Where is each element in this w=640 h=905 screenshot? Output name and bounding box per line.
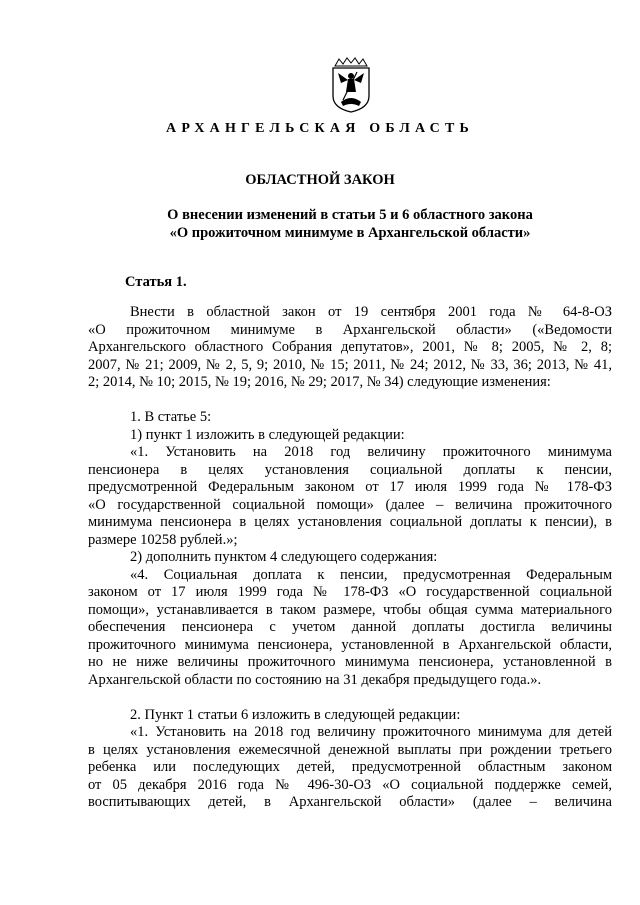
article-heading: Статья 1.: [125, 274, 187, 290]
paragraph-line: «О прожиточном минимуме в Архангельской области» («Ведомости: [88, 321, 612, 338]
quote-line: помощи», устанавливается в таком размере, чтобы общая сумма материального: [88, 601, 612, 618]
item-heading: 2) дополнить пунктом 4 следующего содержания:: [130, 549, 438, 565]
quote-line: прожиточного минимума пенсионера, установленной в Архангельской области,: [88, 636, 612, 653]
region-name: АРХАНГЕЛЬСКАЯ ОБЛАСТЬ: [166, 121, 474, 136]
document-title: [60, 207, 640, 242]
paragraph-line: Архангельского областного Собрания депутатов», 2001, № 8; 2005, № 2, 8;: [88, 339, 612, 355]
arkhangelsk-coat-of-arms-icon: [327, 56, 375, 114]
quote-line: но не ниже величины прожиточного минимума пенсионера, установленной в: [88, 654, 612, 670]
quote-line: «1. Установить на 2018 год величину прожиточного минимума: [130, 444, 612, 460]
quote-line: воспитывающих детей, в Архангельской области» (далее – величина: [88, 794, 612, 810]
quote-line: обеспечения пенсионера с учетом данной доплаты достигла величины: [88, 619, 612, 635]
quote-line: предусмотренной Федеральным законом от 17 июля 1999 года № 178-ФЗ: [88, 479, 612, 495]
item-heading: 1) пункт 1 изложить в следующей редакции:: [130, 426, 405, 443]
quote-line: «4. Социальная доплата к пенсии, предусмотренная Федеральным: [130, 566, 612, 583]
item-heading: 2. Пункт 1 статьи 6 изложить в следующей редакции:: [130, 706, 461, 723]
paragraph-line: 2; 2014, № 10; 2015, № 19; 2016, № 29; 2017, № 34) следующие изменения:: [88, 374, 551, 390]
quote-line: законом от 17 июля 1999 года № 178-ФЗ «О государственной социальной: [88, 584, 612, 600]
document-title-line: О внесении изменений в статьи 5 и 6 областного закона: [167, 207, 533, 223]
quote-line: «1. Установить на 2018 год величину прожиточного минимума для детей: [130, 724, 612, 740]
quote-line: «О государственной социальной помощи» (далее – величина прожиточного: [88, 496, 612, 513]
quote-line: размере 10258 рублей.»;: [88, 531, 238, 548]
paragraph-line: Внести в областной закон от 19 сентября 2001 года № 64-8-ОЗ: [130, 304, 612, 320]
document-title-line: «О прожиточном минимуме в Архангельской области»: [169, 224, 531, 241]
quote-line: от 05 декабря 2016 года № 496-30-ОЗ «О социальной поддержке семей,: [88, 776, 612, 793]
quote-line: в целях установления ежемесячной денежной выплаты при рождении третьего: [88, 741, 612, 758]
quote-line: ребенка или последующих детей, предусмотренной областным законом: [88, 759, 612, 775]
quote-line: пенсионера в целях установления социальной доплаты к пенсии,: [88, 461, 612, 478]
paragraph-line: 2007, № 21; 2009, № 2, 5, 9; 2010, № 15; 2011, № 24; 2012, № 33, 36; 2013, № 41,: [88, 356, 612, 373]
document-type: ОБЛАСТНОЙ ЗАКОН: [245, 172, 395, 188]
item-heading: 1. В статье 5:: [130, 409, 212, 425]
document-body: [88, 304, 612, 812]
quote-line: Архангельской области по состоянию на 31 декабря предыдущего года.».: [88, 671, 542, 688]
quote-line: минимума пенсионера в целях установления социальной доплаты к пенсии), в: [88, 514, 612, 530]
